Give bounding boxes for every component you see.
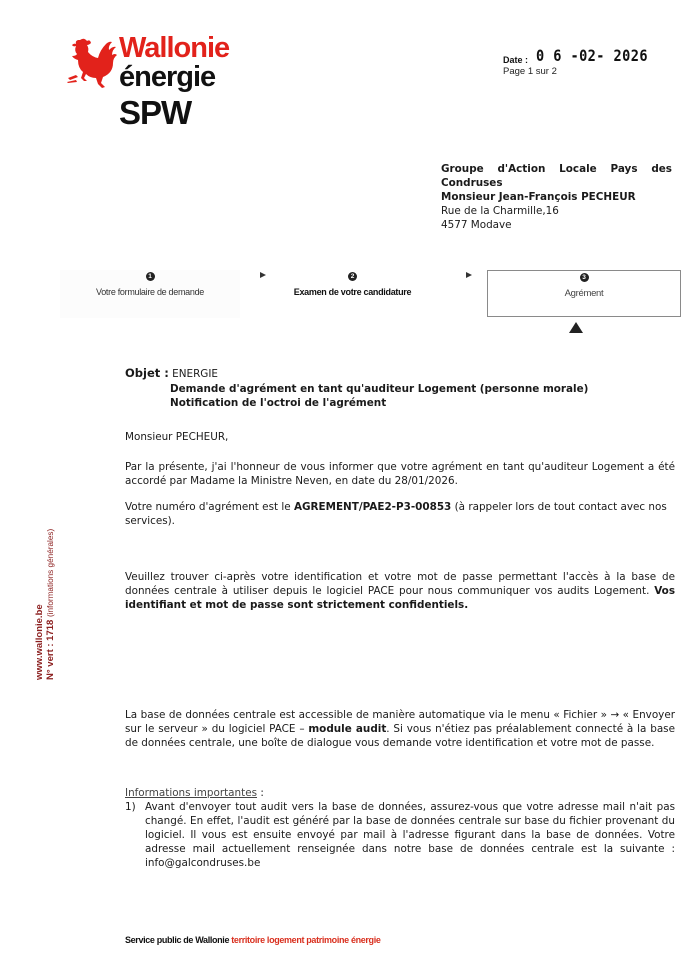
- approval-number: AGREMENT/PAE2-P3-00853: [293, 501, 452, 513]
- step-number-badge: 1: [146, 272, 155, 281]
- arrow-right-icon: [466, 272, 472, 278]
- paragraph-approval: Par la présente, j'ai l'honneur de vous informer que votre agrément en tant qu'auditeur Logement a été accordé par Madame la Ministre Neven, en date du 28/01/2026.: [125, 461, 675, 487]
- logo-wallonie-text: Wallonie: [119, 32, 230, 64]
- date-label: Date :: [503, 55, 529, 65]
- subject-block: [125, 366, 685, 411]
- website-link[interactable]: www.wallonie.be: [34, 604, 45, 680]
- text: .: [464, 599, 469, 611]
- paragraph-approval-number: [125, 500, 675, 528]
- step-label: Agrément: [564, 288, 604, 299]
- paragraph-credentials: [125, 570, 675, 612]
- step-number-badge: 3: [580, 273, 589, 282]
- recipient-city: 4577 Modave: [441, 219, 512, 231]
- step-2: [255, 270, 450, 318]
- logo-energie-text: énergie: [119, 61, 216, 93]
- logo-spw-text: SPW: [119, 94, 192, 131]
- confidentiality-notice: Vos identifiant et mot de passe sont strictement confidentiels: [125, 585, 675, 611]
- recipient-organization-line2: Condruses: [441, 177, 503, 189]
- text: La base de données centrale est accessible de manière automatique via le menu « Fichier » → « Envoyer sur le serveur » du logiciel PACE –: [125, 709, 675, 735]
- footer: [125, 935, 381, 945]
- text: Veuillez trouver ci-après votre identification et votre mot de passe permettant l'accès à la base de données centrale à utiliser depuis le logiciel PACE pour nous communiquer vos audits Logement.: [125, 571, 675, 597]
- current-step-marker-icon: [569, 322, 583, 333]
- text: Votre numéro d'agrément est le: [125, 501, 294, 513]
- important-info-heading: [125, 786, 675, 800]
- text: :: [257, 787, 264, 799]
- recipient-street: Rue de la Charmille,16: [441, 205, 559, 217]
- step-number-badge: 2: [348, 272, 357, 281]
- step-1: [60, 270, 240, 318]
- hotline-number: N° vert : 1718: [45, 619, 56, 680]
- page-number: Page 1 sur 2: [503, 66, 557, 77]
- subject-line2: Notification de l'octroi de l'agrément: [170, 397, 387, 409]
- heading-text: Informations importantes: [125, 787, 258, 799]
- list-item-number: 1): [125, 801, 136, 813]
- text: . Si vous n'étiez pas préalablement connecté à la base de données centrale, une boîte de dialogue vous demande votre identification et votre mot de passe.: [125, 723, 675, 749]
- list-item-text: Avant d'envoyer tout audit vers la base de données, assurez-vous que votre adresse mail n'ait pas changé. En effet, l'audit est généré par la base de données centrale sur base du fichier provenant du logiciel. Il vous est ensuite envoyé par mail à l'adresse figurant dans la base de données. Votre adresse mail actuellement renseignée dans notre base de données centrale est la suivante : info@galcondruses.be: [145, 801, 675, 869]
- important-info-list: [125, 800, 675, 870]
- subject-label: Objet :: [125, 366, 169, 380]
- process-steps: [60, 270, 682, 340]
- footer-tagline: territoire logement patrimoine énergie: [231, 935, 381, 945]
- vertical-contact-info: [34, 460, 56, 680]
- salutation: Monsieur PECHEUR,: [125, 431, 229, 443]
- list-item: [125, 800, 675, 870]
- subject-line1: Demande d'agrément en tant qu'auditeur Logement (personne morale): [170, 382, 589, 395]
- subject-category: ENERGIE: [172, 368, 218, 380]
- date-block: [503, 46, 673, 77]
- step-3-current: [487, 270, 681, 317]
- recipient-address: [441, 162, 672, 232]
- module-audit: module audit: [308, 723, 387, 735]
- date-stamp: 0 6 -02- 2026: [536, 46, 648, 65]
- rooster-icon: [66, 36, 118, 94]
- paragraph-database-access: [125, 708, 675, 750]
- recipient-name: Monsieur Jean-François PECHEUR: [441, 191, 636, 203]
- wallonie-energie-spw-logo: [62, 30, 242, 135]
- step-label: Examen de votre candidature: [293, 287, 412, 297]
- text: (à rappeler lors de tout contact avec nos services).: [125, 501, 667, 527]
- hotline-note: (informations générales): [46, 528, 55, 618]
- step-label: Votre formulaire de demande: [96, 287, 204, 297]
- recipient-organization-line1: Groupe d'Action Locale Pays des: [441, 163, 672, 175]
- footer-organization: Service public de Wallonie: [125, 935, 230, 945]
